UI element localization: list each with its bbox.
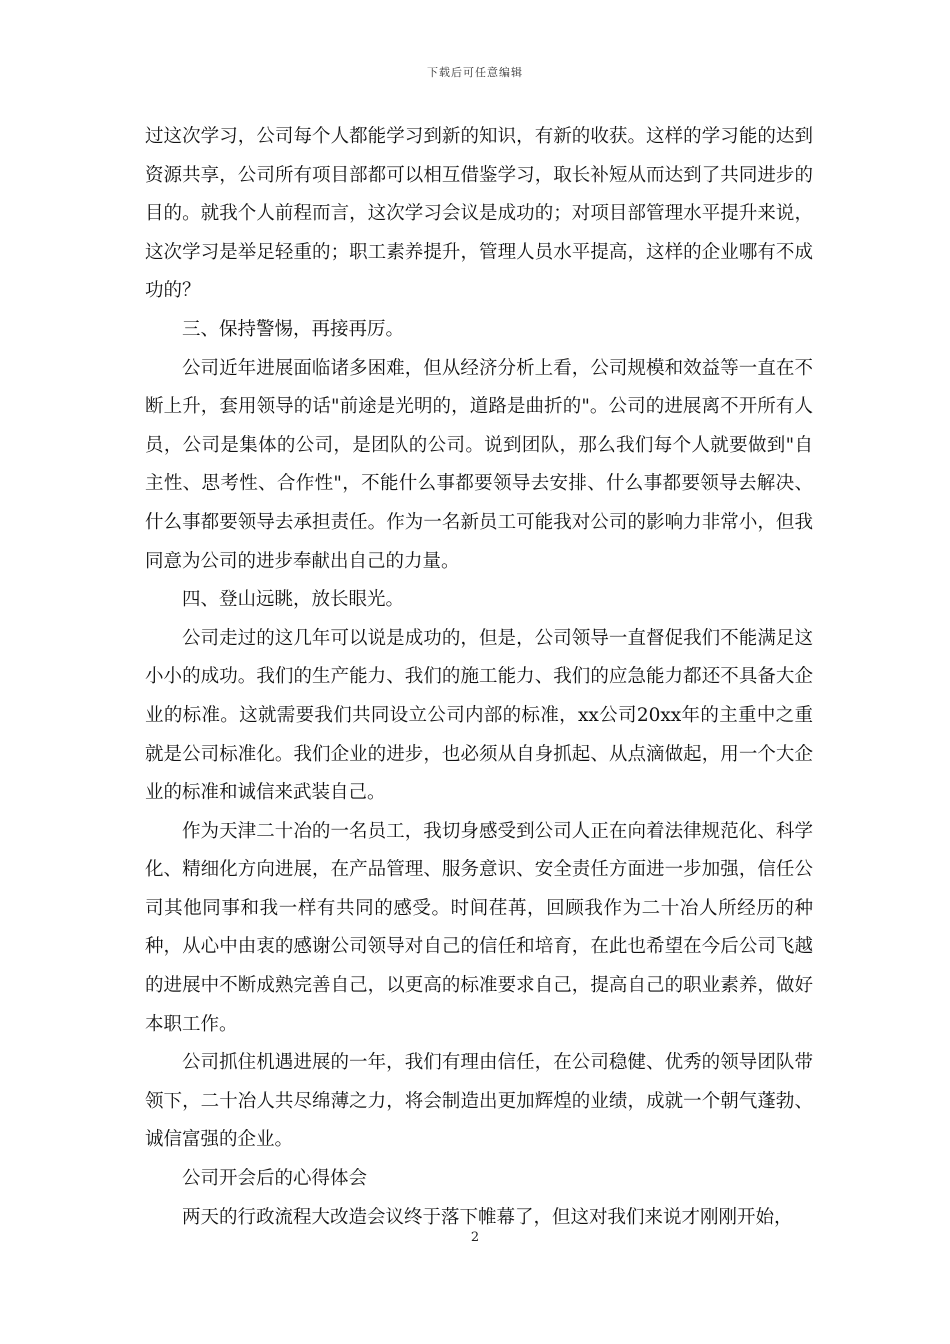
paragraph-continuation: 过这次学习，公司每个人都能学习到新的知识，有新的收获。这样的学习能的达到资源共享，公司所有项目部都可以相互借鉴学习，取长补短从而达到了共同进步的目的。就我个人前程而言，这次学习会议是成功的；对项目部管理水平提升来说，这次学习是举足轻重的；职工素养提升，管理人员水平提高，这样的企业哪有不成功的？ [145, 126, 813, 302]
paragraph: 公司走过的这几年可以说是成功的，但是，公司领导一直督促我们不能满足这小小的成功。我们的生产能力、我们的施工能力、我们的应急能力都还不具备大企业的标准。这就需要我们共同设立公司内部的标准，xx公司20xx年的主重中之重就是公司标准化。我们企业的进步，也必须从自身抓起、从点滴做起，用一个大企业的标准和诚信来武装自己。 [145, 627, 813, 804]
section-heading-3: 三、保持警惕，再接再厉。 [182, 318, 405, 340]
page-number: 2 [470, 1230, 480, 1245]
page-header: 下载后可任意编辑 [427, 66, 523, 79]
section-heading-4: 四、登山远眺，放长眼光。 [182, 589, 405, 611]
paragraph: 两天的行政流程大改造会议终于落下帷幕了，但这对我们来说才刚刚开始， [182, 1206, 793, 1228]
paragraph: 作为天津二十冶的一名员工，我切身感受到公司人正在向着法律规范化、科学化、精细化方向进展，在产品管理、服务意识、安全责任方面进一步加强，信任公司其他同事和我一样有共同的感受。时间荏苒，回顾我作为二十冶人所经历的种种，从心中由衷的感谢公司领导对自己的信任和培育，在此也希望在今后公司飞越的进展中不断成熟完善自己，以更高的标准要求自己，提高自己的职业素养，做好本职工作。 [145, 820, 813, 1035]
paragraph: 公司近年进展面临诸多困难，但从经济分析上看，公司规模和效益等一直在不断上升，套用领导的话"前途是光明的，道路是曲折的"。公司的进展离不开所有人员，公司是集体的公司，是团队的公司。说到团队，那么我们每个人就要做到"自主性、思考性、合作性"，不能什么事都要领导去安排、什么事都要领导去解决、什么事都要领导去承担责任。作为一名新员工可能我对公司的影响力非常小，但我同意为公司的进步奉献出自己的力量。 [145, 357, 813, 572]
article-title: 公司开会后的心得体会 [182, 1168, 368, 1190]
document-body [145, 118, 813, 1237]
paragraph: 公司抓住机遇进展的一年，我们有理由信任，在公司稳健、优秀的领导团队带领下，二十冶人共尽绵薄之力，将会制造出更加辉煌的业绩，成就一个朝气蓬勃、诚信富强的企业。 [145, 1052, 813, 1151]
